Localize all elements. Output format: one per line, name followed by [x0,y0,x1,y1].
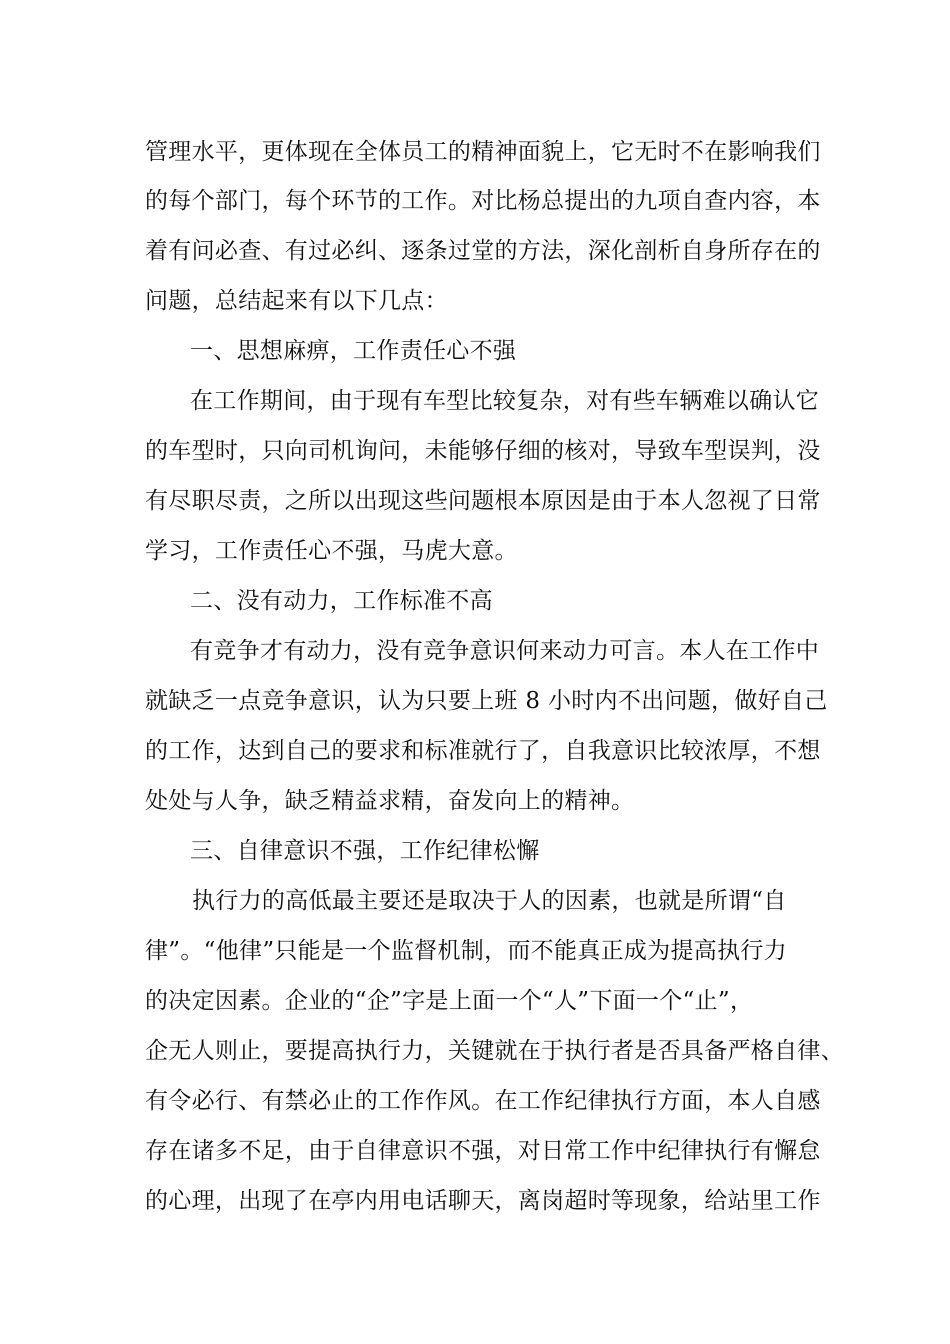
paragraph-line: 有竞争才有动力，没有竞争意识何来动力可言。本人在工作中 [190,638,820,664]
paragraph-line: 有尽职尽责，之所以出现这些问题根本原因是由于本人忽视了日常 [145,488,821,514]
paragraph-line: 问题，总结起来有以下几点： [145,288,448,314]
paragraph-line: 处处与人争，缺乏精益求精，奋发向上的精神。 [145,788,635,814]
paragraph-line: 就缺乏一点竞争意识，认为只要上班 8 小时内不出问题，做好自己 [145,688,828,714]
paragraph-line: 学习，工作责任心不强，马虎大意。 [145,538,518,564]
paragraph-line: 的每个部门，每个环节的工作。对比杨总提出的九项自查内容，本 [145,188,821,214]
paragraph-line: 的决定因素。企业的“企”字是上面一个“人”下面一个“止”， [145,988,754,1014]
paragraph-line: 执行力的高低最主要还是取决于人的因素，也就是所谓“自 [192,888,787,914]
paragraph-line: 的工作，达到自己的要求和标准就行了，自我意识比较浓厚，不想 [145,738,821,764]
paragraph-line: 存在诸多不足，由于自律意识不强，对日常工作中纪律执行有懈怠 [145,1138,821,1164]
section-heading-2: 二、没有动力，工作标准不高 [190,588,493,614]
paragraph-line: 管理水平，更体现在全体员工的精神面貌上，它无时不在影响我们 [145,139,821,165]
paragraph-line: 的心理，出现了在亭内用电话聊天，离岗超时等现象，给站里工作 [145,1188,821,1214]
paragraph-line: 律”。“他律”只能是一个监督机制，而不能真正成为提高执行力 [145,938,787,964]
paragraph-line: 在工作期间，由于现有车型比较复杂，对有些车辆难以确认它 [190,388,820,414]
paragraph-line: 着有问必查、有过必纠、逐条过堂的方法，深化剖析自身所存在的 [145,238,821,264]
paragraph-line: 企无人则止，要提高执行力，关键就在于执行者是否具备严格自律、 [145,1038,844,1064]
paragraph-line: 有令必行、有禁必止的工作作风。在工作纪律执行方面，本人自感 [145,1088,821,1114]
section-heading-1: 一、思想麻痹，工作责任心不强 [190,338,517,364]
section-heading-3: 三、自律意识不强，工作纪律松懈 [190,838,540,864]
paragraph-line: 的车型时，只向司机询问，未能够仔细的核对，导致车型误判，没 [145,438,821,464]
